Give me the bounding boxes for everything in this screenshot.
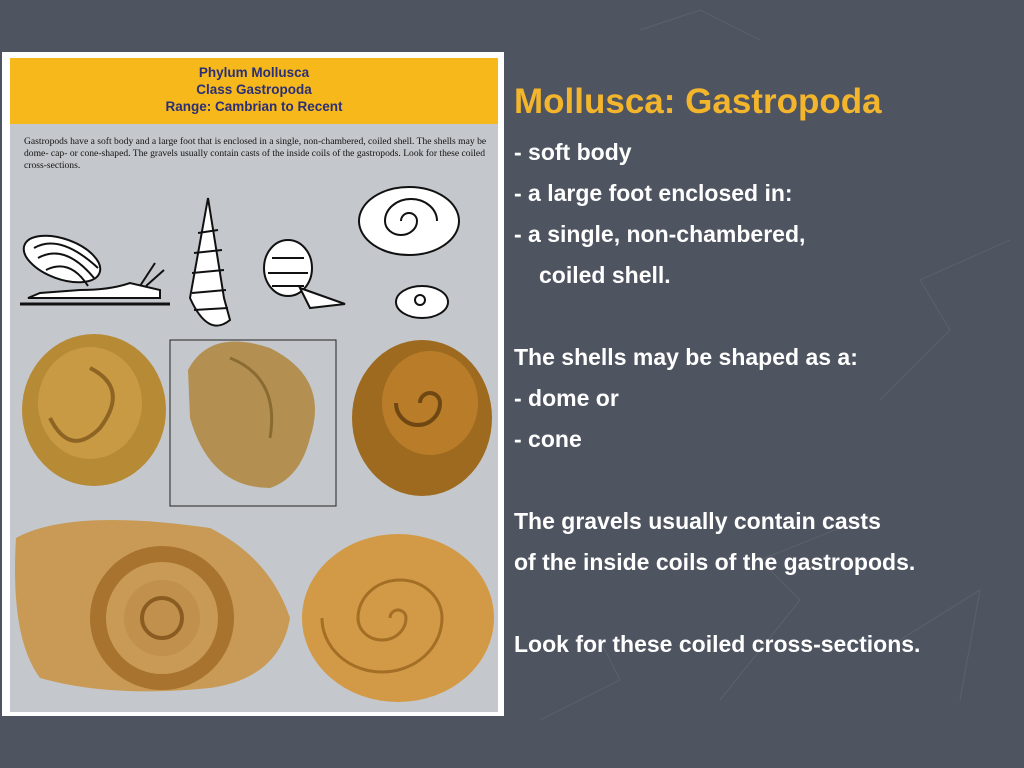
bullet-large-foot: - a large foot enclosed in: bbox=[514, 180, 793, 206]
gravels-line-2: of the inside coils of the gastropods. bbox=[514, 549, 916, 575]
poster-description: Gastropods have a soft body and a large foot that is enclosed in a single, non-chambered, coiled shell. The shells may be dome- cap- or cone-shaped. The gravels usually contain casts of the inside coils of the gastropods. Look for these coiled cross-sections. bbox=[24, 136, 487, 171]
bullet-dome: - dome or bbox=[514, 385, 619, 411]
bullet-soft-body: - soft body bbox=[514, 139, 632, 165]
shapes-heading: The shells may be shaped as a: bbox=[514, 344, 858, 370]
spacer-2 bbox=[514, 460, 1019, 501]
dome-shell-drawing bbox=[264, 240, 345, 308]
poster-inner bbox=[10, 58, 498, 712]
slide-title: Mollusca: Gastropoda bbox=[514, 82, 882, 121]
snail-drawing bbox=[18, 227, 170, 304]
bullet-single-shell: - a single, non-chambered, bbox=[514, 221, 806, 247]
spacer-1 bbox=[514, 296, 1019, 337]
fossil-photo-1 bbox=[22, 334, 166, 486]
slide-text bbox=[514, 80, 1019, 665]
poster-header-phylum: Phylum Mollusca bbox=[198, 65, 310, 80]
look-for-line: Look for these coiled cross-sections. bbox=[514, 631, 921, 657]
spacer-3 bbox=[514, 583, 1019, 624]
bullet-coiled-shell: coiled shell. bbox=[539, 262, 671, 288]
poster-header-range: Range: Cambrian to Recent bbox=[165, 99, 343, 114]
fossil-poster bbox=[2, 52, 504, 716]
poster-header-class: Class Gastropoda bbox=[196, 82, 312, 97]
cone-shell-drawing bbox=[190, 198, 230, 326]
fossil-photo-2 bbox=[188, 342, 315, 488]
gastropod-illustrations bbox=[10, 58, 498, 712]
fossil-photo-4 bbox=[15, 520, 290, 691]
gravels-line-1: The gravels usually contain casts bbox=[514, 508, 881, 534]
bullet-cone: - cone bbox=[514, 426, 582, 452]
fossil-photo-3 bbox=[352, 340, 492, 496]
coiled-shell-drawing bbox=[359, 187, 459, 318]
fossil-photo-5 bbox=[302, 534, 494, 702]
